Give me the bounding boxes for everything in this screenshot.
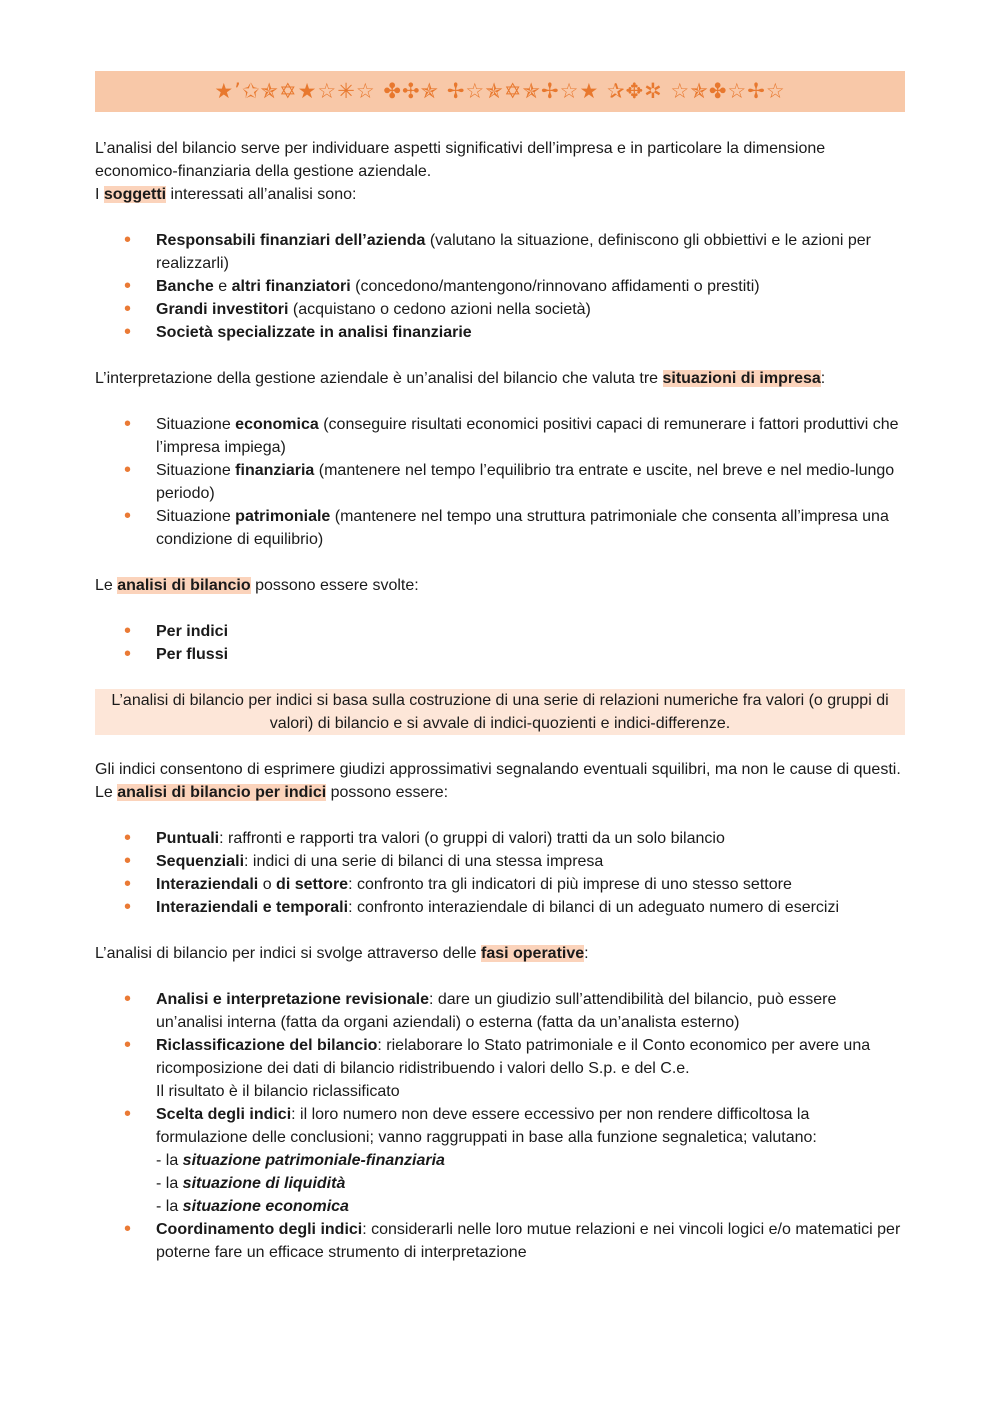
list-item (95, 988, 905, 1034)
text: (conseguire risultati economici positivi capaci di remunerare i fattori produttivi che l’impresa impiega) (156, 416, 899, 456)
bold-term: Responsabili finanziari dell’azienda (156, 232, 426, 249)
text: (valutano la situazione, definiscono gli obbiettivi e le azioni per realizzarli) (156, 232, 872, 272)
text: e (213, 278, 232, 295)
title-banner (95, 71, 905, 112)
phases-paragraph (95, 942, 905, 965)
text: - la (156, 1175, 183, 1192)
highlight-situazioni: situazioni di impresa (662, 370, 821, 387)
text: : rielaborare lo Stato patrimoniale e il Conto economico per avere una ricomposizione dei dati di bilancio ridistribuendo i valori dello S.p. e del C.e. (156, 1037, 871, 1077)
list-item (95, 413, 905, 459)
text: : (820, 370, 826, 387)
list-item (95, 827, 905, 850)
phases-list (95, 988, 905, 1264)
sub-item (156, 1172, 905, 1195)
text: : dare un giudizio sull’attendibilità del bilancio, può essere un’analisi interna (fatta da organi aziendali) o esterna (fatta da un’analista esterno) (156, 991, 837, 1031)
bold-term: Grandi investitori (156, 301, 289, 318)
list-item (95, 321, 905, 344)
analysis-types-paragraph (95, 574, 905, 597)
list-item (95, 505, 905, 551)
definition-box: L’analisi di bilancio per indici si basa sulla costruzione di una serie di relazioni numeriche fra valori (o gruppi di valori) di bilancio e si avvale di indici-quozienti e indici-differenze. (95, 689, 905, 735)
italic-term: situazione patrimoniale-finanziaria (182, 1152, 445, 1169)
list-item (95, 229, 905, 275)
text: Gli indici consentono di esprimere giudizi approssimativi segnalando eventuali squilibri, ma non le cause di questi. Le (95, 761, 901, 801)
bold-term: Società specializzate in analisi finanziarie (156, 324, 472, 341)
bold-term: Per indici (156, 623, 229, 640)
text: (mantenere nel tempo l’equilibrio tra entrate e uscite, nel breve e nel medio-lungo periodo) (156, 462, 895, 502)
text: L’analisi di bilancio per indici si svolge attraverso delle (95, 945, 481, 962)
text: I (95, 186, 104, 203)
subjects-paragraph (95, 183, 905, 206)
text: : considerarli nelle loro mutue relazioni e nei vincoli logici e/o matematici per poterne fare un efficace strumento di interpretazione (156, 1221, 901, 1261)
list-item (95, 298, 905, 321)
document-content (95, 71, 905, 1264)
situations-paragraph (95, 367, 905, 390)
text: : confronto interaziendale di bilanci di un adeguato numero di esercizi (348, 899, 840, 916)
sub-item (156, 1149, 905, 1172)
subjects-list (95, 229, 905, 344)
list-item (95, 459, 905, 505)
bold-term: Coordinamento degli indici (156, 1221, 363, 1238)
text: : il loro numero non deve essere eccessivo per non rendere difficoltosa la formulazione delle conclusioni; vanno raggruppati in base alla funzione segnaletica; valutano: (156, 1106, 817, 1146)
bold-term: Sequenziali (156, 853, 245, 870)
bold-term: finanziaria (235, 462, 315, 479)
text: Situazione (156, 508, 236, 525)
text: - la (156, 1198, 183, 1215)
bold-term: Puntuali (156, 830, 220, 847)
text: : raffronti e rapporti tra valori (o gruppi di valori) tratti da un solo bilancio (219, 830, 725, 847)
intro-paragraph: L’analisi del bilancio serve per individuare aspetti significativi dell’impresa e in particolare la dimensione economico-finanziaria della gestione aziendale. (95, 140, 826, 180)
list-item (95, 850, 905, 873)
bold-term: altri finanziatori (231, 278, 351, 295)
highlight-fasi: fasi operative (480, 945, 585, 962)
list-item (95, 1218, 905, 1264)
list-item (95, 275, 905, 298)
list-item (95, 1034, 905, 1103)
bold-term: Riclassificazione del bilancio (156, 1037, 378, 1054)
italic-term: situazione di liquidità (182, 1175, 346, 1192)
text: : (584, 945, 589, 962)
analysis-types-list (95, 620, 905, 666)
text: Situazione (156, 462, 236, 479)
list-item (95, 620, 905, 643)
indices-paragraph (95, 758, 905, 804)
indices-list (95, 827, 905, 919)
text: - la (156, 1152, 183, 1169)
sub-item (156, 1195, 905, 1218)
text: possono essere: (326, 784, 449, 801)
bold-term: Analisi e interpretazione revisionale (156, 991, 429, 1008)
text: (mantenere nel tempo una struttura patrimoniale che consenta all’impresa una condizione di equilibrio) (156, 508, 889, 548)
bold-term: economica (235, 416, 319, 433)
text: Il risultato è il bilancio riclassificato (156, 1083, 400, 1100)
bold-term: Scelta degli indici (156, 1106, 292, 1123)
list-item (95, 643, 905, 666)
text: (acquistano o cedono azioni nella società) (288, 301, 591, 318)
text: (concedono/mantengono/rinnovano affidamenti o prestiti) (350, 278, 760, 295)
bold-term: Banche (156, 278, 214, 295)
document-title: ★’✩✯✡★☆✳☆ ✤✣✯ ✢☆✯✡✯✢☆★ ✰✥✲ ☆✯✤☆✢☆ (214, 79, 786, 103)
bold-term: Interaziendali e temporali (156, 899, 349, 916)
text: possono essere svolte: (250, 577, 419, 594)
italic-term: situazione economica (182, 1198, 349, 1215)
text: : indici di una serie di bilanci di una stessa impresa (244, 853, 604, 870)
text: interessati all’analisi sono: (166, 186, 357, 203)
list-item (95, 873, 905, 896)
text: Le (95, 577, 118, 594)
text: L’interpretazione della gestione aziendale è un’analisi del bilancio che valuta tre (95, 370, 663, 387)
bold-term: Per flussi (156, 646, 229, 663)
situations-list (95, 413, 905, 551)
text: Situazione (156, 416, 236, 433)
highlight-soggetti: soggetti (103, 186, 167, 203)
text: : confronto tra gli indicatori di più imprese di uno stesso settore (348, 876, 792, 893)
list-item (95, 896, 905, 919)
text: o (258, 876, 277, 893)
bold-term: Interaziendali (156, 876, 259, 893)
highlight-analisi-indici: analisi di bilancio per indici (117, 784, 327, 801)
highlight-analisi: analisi di bilancio (117, 577, 251, 594)
list-item (95, 1103, 905, 1218)
bold-term: patrimoniale (235, 508, 331, 525)
bold-term: di settore (276, 876, 349, 893)
